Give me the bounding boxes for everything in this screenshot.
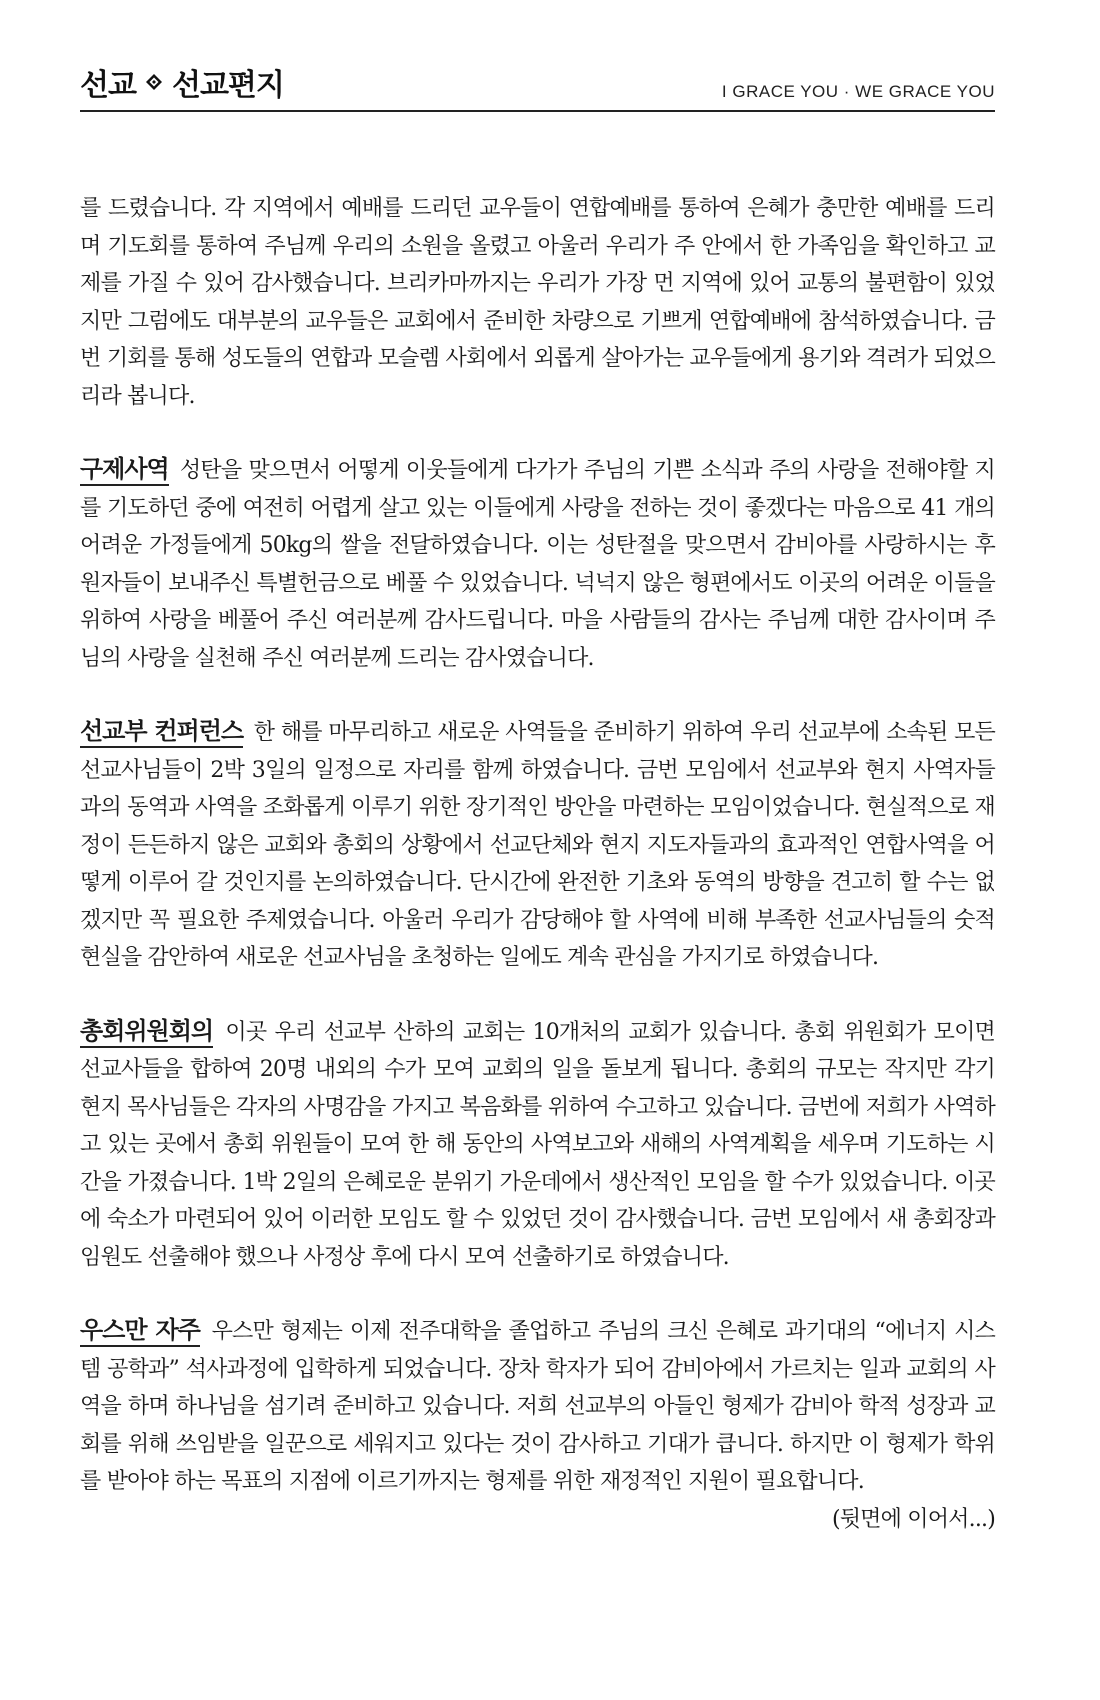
- continuation-note: (뒷면에 이어서...): [831, 1506, 995, 1532]
- section-heading: 구제사역: [80, 455, 169, 486]
- section-heading: 우스만 자주: [80, 1316, 200, 1347]
- paragraph-intro: [80, 190, 995, 415]
- header-section: 선교: [80, 68, 136, 103]
- paragraph-conference: [80, 713, 995, 977]
- paragraph-text: 이곳 우리 선교부 산하의 교회는 10개처의 교회가 있습니다. 총회 위원회가 모이면 선교사들을 합하여 20명 내외의 수가 모여 교회의 일을 돌보게 됩니다. 총회의 규모는 작지만 각기 현지 목사님들은 각자의 사명감을 가지고 복음화를 위하여 수고하고 있습니다. 금번에 저희가 사역하고 있는 곳에서 총회 위원들이 모여 한 해 동안의 사역보고와 새해의 사역계획을 세우며 기도하는 시간을 가졌습니다. 1박 2일의 은혜로운 분위기 가운데에서 생산적인 모임을 할 수가 있었습니다. 이곳에 숙소가 마련되어 있어 이러한 모임도 할 수 있었던 것이 감사했습니다. 금번 모임에서 새 총회장과 임원도 선출해야 했으나 사정상 후에 다시 모여 선출하기로 하였습니다.: [80, 1019, 995, 1270]
- letter-body: [80, 190, 995, 1538]
- paragraph-text: 성탄을 맞으면서 어떻게 이웃들에게 다가가 주님의 기쁜 소식과 주의 사랑을 전해야할 지를 기도하던 중에 여전히 어렵게 살고 있는 이들에게 사랑을 전하는 것이 좋겠다는 마음으로 41 개의 어려운 가정들에게 50kg의 쌀을 전달하였습니다. 이는 성탄절을 맞으면서 감비아를 사랑하시는 후원자들이 보내주신 특별헌금으로 베풀 수 있었습니다. 넉넉지 않은 형편에서도 이곳의 어려운 이들을 위하여 사랑을 베풀어 주신 여러분께 감사드립니다. 마을 사람들의 감사는 주님께 대한 감사이며 주님의 사랑을 실천해 주신 여러분께 드리는 감사였습니다.: [80, 458, 995, 671]
- header-tagline: I GRACE YOU · WE GRACE YOU: [721, 82, 995, 101]
- section-heading: 총회위원회의: [80, 1017, 213, 1048]
- page-header: [80, 60, 995, 112]
- paragraph-text: 를 드렸습니다. 각 지역에서 예배를 드리던 교우들이 연합예배를 통하여 은혜가 충만한 예배를 드리며 기도회를 통하여 주님께 우리의 소원을 올렸고 아울러 우리가 주 안에서 한 가족임을 확인하고 교제를 가질 수 있어 감사했습니다. 브리카마까지는 우리가 가장 먼 지역에 있어 교통의 불편함이 있었지만 그럼에도 대부분의 교우들은 교회에서 준비한 차량으로 기쁘게 연합예배에 참석하였습니다. 금번 기회를 통해 성도들의 연합과 모슬렘 사회에서 외롭게 살아가는 교우들에게 용기와 격려가 되었으리라 봅니다.: [80, 196, 995, 409]
- paragraph-relief: [80, 451, 995, 677]
- paragraph-text: 한 해를 마무리하고 새로운 사역들을 준비하기 위하여 우리 선교부에 소속된 모든 선교사님들이 2박 3일의 일정으로 자리를 함께 하였습니다. 금번 모임에서 선교부와 현지 사역자들과의 동역과 사역을 조화롭게 이루기 위한 장기적인 방안을 마련하는 모임이었습니다. 현실적으로 재정이 든든하지 않은 교회와 총회의 상황에서 선교단체와 현지 지도자들과의 효과적인 연합사역을 어떻게 이루어 갈 것인지를 논의하였습니다. 단시간에 완전한 기초와 동역의 방향을 견고히 할 수는 없겠지만 꼭 필요한 주제였습니다. 아울러 우리가 감당해야 할 사역에 비해 부족한 선교사님들의 숫적 현실을 감안하여 새로운 선교사님을 초청하는 일에도 계속 관심을 가지기로 하였습니다.: [80, 720, 995, 970]
- paragraph-text: 우스만 형제는 이제 전주대학을 졸업하고 주님의 크신 은혜로 과기대의 “에너지 시스템 공학과” 석사과정에 입학하게 되었습니다. 장차 학자가 되어 감비아에서 가르치는 일과 교회의 사역을 하며 하나님을 섬기려 준비하고 있습니다. 저희 선교부의 아들인 형제가 감비아 학적 성장과 교회를 위해 쓰임받을 일꾼으로 세워지고 있다는 것이 감사하고 기대가 큽니다. 하지만 이 형제가 학위를 받아야 하는 목표의 지점에 이르기까지는 형제를 위한 재정적인 지원이 필요합니다.: [80, 1319, 995, 1494]
- header-subsection: 선교편지: [171, 68, 284, 103]
- section-heading: 선교부 컨퍼런스: [80, 717, 243, 748]
- paragraph-usman: [80, 1312, 995, 1501]
- diamond-icon: [146, 74, 162, 90]
- header-title: [80, 60, 284, 104]
- document-page: [80, 60, 995, 1538]
- paragraph-committee: [80, 1013, 995, 1277]
